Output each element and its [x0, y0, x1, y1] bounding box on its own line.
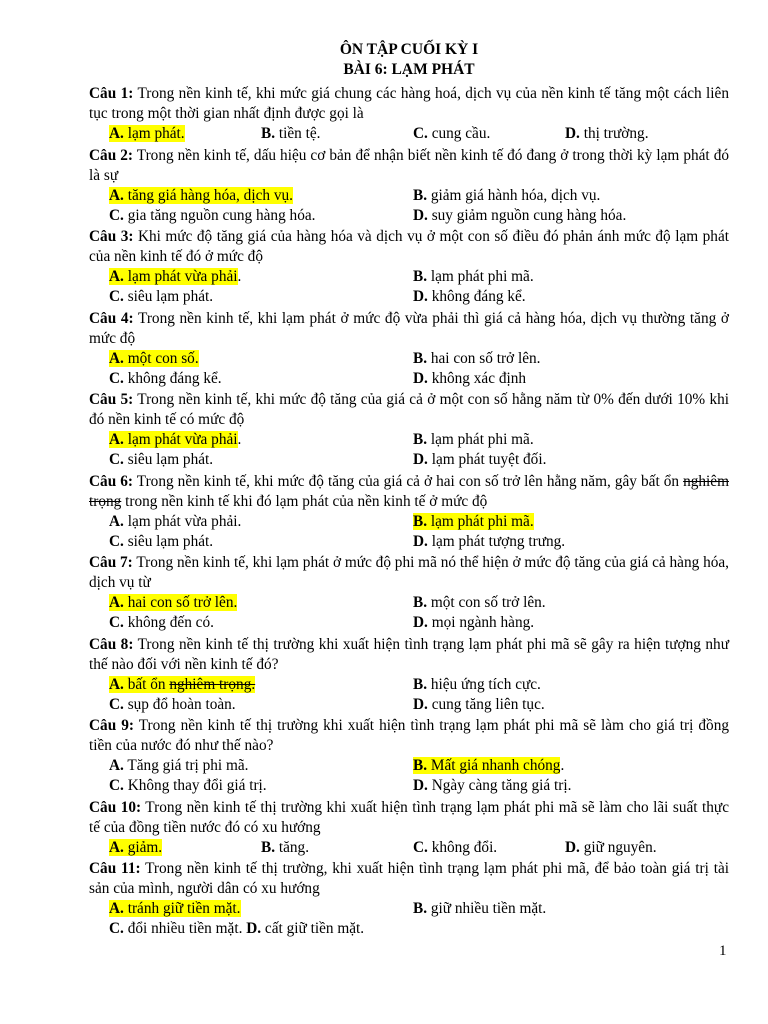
- option-a: A. lạm phát.: [109, 125, 185, 142]
- question-text: Câu 8: Trong nền kinh tế thị trường khi xuất hiện tình trạng lạm phát phi mã sẽ gây ra hiện tượng như thế nào đối với nền kinh tế đó?: [89, 635, 729, 673]
- document-title: ÔN TẬP CUỐI KỲ I: [339, 41, 479, 58]
- answer-options: [89, 675, 729, 715]
- answer-options: [89, 267, 729, 307]
- question-label: Câu 8:: [89, 635, 134, 653]
- question-text: Câu 10: Trong nền kinh tế thị trường khi xuất hiện tình trạng lạm phát phi mã sẽ làm cho lãi suất thực tế của đồng tiền nước đó có xu hướng: [89, 798, 730, 836]
- option-b: B. hai con số trở lên.: [413, 349, 541, 367]
- question-text: Câu 9: Trong nền kinh tế thị trường khi xuất hiện tình trạng lạm phát phi mã sẽ làm cho giá trị đồng tiền của nước đó như thế nào?: [89, 717, 729, 754]
- question-11: [89, 859, 729, 939]
- answer-options: [89, 124, 729, 144]
- answer-options: [89, 838, 729, 858]
- question-label: Câu 2:: [89, 146, 133, 164]
- question-9: [89, 716, 729, 796]
- question-text: Câu 11: Trong nền kinh tế thị trường, khi xuất hiện tình trạng lạm phát phi mã, để bảo toàn giá trị tài sản của mình, người dân có xu hướng: [89, 860, 729, 897]
- option-d: D. mọi ngành hàng.: [413, 614, 535, 631]
- question-3: [89, 227, 729, 307]
- option-c: C. không đáng kể.: [109, 369, 222, 387]
- question-label: Câu 5:: [89, 391, 134, 408]
- option-b: B. Mất giá nhanh chóng.: [413, 757, 565, 774]
- question-1: [89, 84, 729, 144]
- option-c: C. siêu lạm phát.: [109, 451, 214, 468]
- question-text: Câu 2: Trong nền kinh tế, dấu hiệu cơ bản để nhận biết nền kinh tế đó đang ở trong thời kỳ lạm phát đó là sự: [89, 146, 729, 184]
- option-c: C. siêu lạm phát.: [109, 532, 214, 550]
- question-label: Câu 10:: [89, 798, 142, 816]
- option-a: A. lạm phát vừa phải.: [109, 512, 242, 530]
- option-a: A. tránh giữ tiền mặt.: [109, 900, 241, 917]
- page-number: 1: [719, 943, 727, 959]
- struck-text: nghiêm trọng: [89, 472, 729, 510]
- question-label: Câu 4:: [89, 309, 134, 327]
- option-b: B. lạm phát phi mã.: [413, 431, 534, 448]
- option-c: C. siêu lạm phát.: [109, 288, 214, 305]
- question-label: Câu 11:: [89, 860, 141, 877]
- question-6: [89, 472, 729, 552]
- answer-options: [89, 349, 729, 389]
- option-a: A. lạm phát vừa phải.: [109, 268, 242, 285]
- option-d: D. cất giữ tiền mặt.: [246, 920, 365, 937]
- option-d: D. lạm phát tuyệt đối.: [413, 451, 547, 468]
- question-2: [89, 146, 729, 226]
- option-d: D. lạm phát tượng trưng.: [413, 532, 566, 550]
- option-a: A. hai con số trở lên.: [109, 594, 238, 611]
- question-8: [89, 635, 729, 715]
- option-d: D. không đáng kể.: [413, 288, 526, 305]
- option-d: D. suy giảm nguồn cung hàng hóa.: [413, 206, 627, 224]
- option-b: B. một con số trở lên.: [413, 594, 546, 611]
- option-c: C. đổi nhiều tiền mặt.: [109, 920, 243, 937]
- option-b: B. giữ nhiều tiền mặt.: [413, 900, 547, 917]
- option-a: A. tăng giá hàng hóa, dịch vụ.: [109, 186, 293, 204]
- question-label: Câu 9:: [89, 717, 134, 734]
- option-c: C. gia tăng nguồn cung hàng hóa.: [109, 206, 316, 224]
- answer-options: [89, 186, 729, 226]
- question-7: [89, 553, 729, 633]
- option-b: B. tăng.: [261, 838, 310, 856]
- question-label: Câu 6:: [89, 472, 133, 490]
- option-c: C. không đến có.: [109, 614, 214, 631]
- answer-options: [89, 899, 729, 939]
- answer-options: [89, 512, 729, 552]
- option-a: A. bất ổn nghiêm trọng.: [109, 675, 256, 693]
- option-b: B. lạm phát phi mã.: [413, 268, 534, 285]
- question-label: Câu 1:: [89, 85, 134, 102]
- option-b: B. hiệu ứng tích cực.: [413, 675, 541, 693]
- option-c: C. Không thay đổi giá trị.: [109, 777, 267, 794]
- answer-options: [89, 593, 729, 633]
- question-5: [89, 390, 729, 470]
- option-c: C. không đổi.: [413, 838, 498, 856]
- option-a: A. Tăng giá trị phi mã.: [109, 757, 249, 774]
- struck-text: nghiêm trọng.: [169, 675, 256, 693]
- question-label: Câu 7:: [89, 554, 133, 571]
- option-b: B. giảm giá hành hóa, dịch vụ.: [413, 186, 601, 204]
- question-text: Câu 7: Trong nền kinh tế, khi lạm phát ở mức độ phi mã nó thể hiện ở mức độ tăng của giá cả hàng hóa, dịch vụ từ: [89, 554, 729, 591]
- question-text: Câu 1: Trong nền kinh tế, khi mức giá chung các hàng hoá, dịch vụ của nền kinh tế tăng một cách liên tục trong một thời gian nhất định được gọi là: [89, 85, 729, 122]
- question-4: [89, 309, 729, 389]
- option-d: D. Ngày càng tăng giá trị.: [413, 777, 572, 794]
- option-d: D. không xác định: [413, 369, 527, 387]
- option-a: A. lạm phát vừa phải.: [109, 431, 242, 448]
- question-label: Câu 3:: [89, 228, 134, 245]
- question-text: Câu 5: Trong nền kinh tế, khi mức độ tăng của giá cả ở một con số hằng năm từ 0% đến dưới 10% khi đó nền kinh tế có mức độ: [89, 391, 729, 428]
- option-b: B. lạm phát phi mã.: [413, 512, 534, 530]
- document-content: [89, 40, 729, 939]
- question-text: Câu 3: Khi mức độ tăng giá của hàng hóa và dịch vụ ở một con số điều đó phản ánh mức độ lạm phát của nền kinh tế đó ở mức độ: [89, 228, 729, 265]
- option-d: D. thị trường.: [565, 125, 649, 142]
- answer-options: [89, 756, 729, 796]
- option-c: C. sụp đổ hoàn toàn.: [109, 695, 236, 713]
- question-10: [89, 798, 729, 858]
- option-a: A. giảm.: [109, 838, 163, 856]
- question-text: Câu 4: Trong nền kinh tế, khi lạm phát ở mức độ vừa phải thì giá cả hàng hóa, dịch vụ thường tăng ở mức độ: [89, 309, 729, 347]
- answer-options: [89, 430, 729, 470]
- option-d: D. cung tăng liên tục.: [413, 695, 545, 713]
- option-a: A. một con số.: [109, 349, 199, 367]
- question-text: Câu 6: Trong nền kinh tế, khi mức độ tăng của giá cả ở hai con số trở lên hằng năm, gây bất ổn nghiêm trọng trong nền kinh tế khi đó lạm phát của nền kinh tế ở mức độ: [89, 472, 729, 510]
- document-subtitle: BÀI 6: LẠM PHÁT: [343, 61, 475, 78]
- option-d: D. giữ nguyên.: [565, 838, 657, 856]
- option-b: B. tiền tệ.: [261, 125, 321, 142]
- option-c: C. cung cầu.: [413, 125, 491, 142]
